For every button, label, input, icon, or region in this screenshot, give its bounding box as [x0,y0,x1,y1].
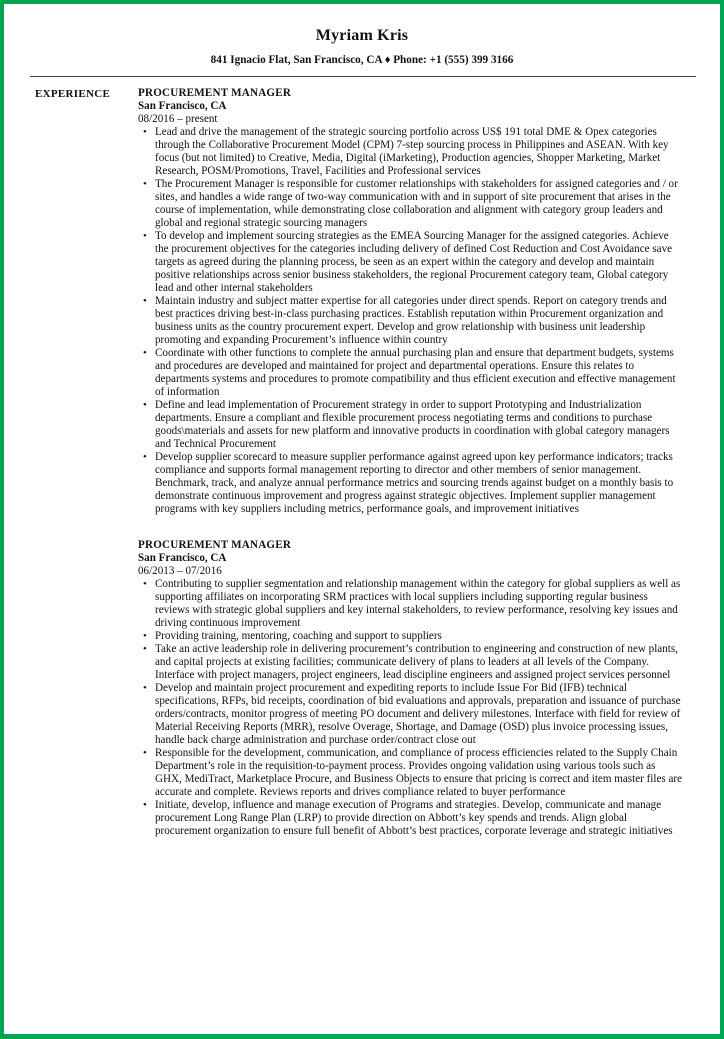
bullet-marker: • [143,295,147,307]
job-title: PROCUREMENT MANAGER [138,539,292,551]
bullet-text: The Procurement Manager is responsible for customer relationships with stakeholders for assigned categories and / or sites, and handles a wide range of two-way communication with and in support of site procurement that arises in the course of implementation, while demonstrating close collaboration and alignment with category group leaders and global and regional strategic sourcing managers [155,178,678,229]
bullet-marker: • [143,643,147,655]
job-location: San Francisco, CA [138,552,227,564]
section-label-experience: EXPERIENCE [35,88,111,100]
bullet-marker: • [143,451,147,463]
job-dates: 06/2013 – 07/2016 [138,565,222,577]
bullet-text: Responsible for the development, communication, and compliance of process efficiencies related to the Supply Chain Department’s role in the requisition-to-payment process. Provides ongoing validation using various tools such as GHX, MediTract, Marketplace Procure, and Business Objects to ensure that pricing is correct and item master files are accurate and complete. Reviews reports and drives compliance related to buyer performance [155,747,683,798]
bullet-text: To develop and implement sourcing strategies as the EMEA Sourcing Manager for the assigned categories. Achieve the procurement objectives for the categories including delivery of defined Cost Reduction and Cost Avoidance save targets as agreed during the planning process, be seen as an expert within the category and develop and maintain positive relationships across senior business stakeholders, the regional Procurement category team, Global category lead and other internal stakeholders [155,230,673,294]
bullet-text: Define and lead implementation of Procurement strategy in order to support Prototyping and Industrialization departments. Ensure a compliant and flexible procurement process negotiating terms and conditions to purchase goods\materials and assets for new platform and innovative products in coordination with global category managers and Technical Procurement [155,399,670,450]
bullet-text: Maintain industry and subject matter expertise for all categories under direct spends. Report on category trends and best practices driving best-in-class purchasing practices. Establish reputation within Procurement organization and business units as the country procurement expert. Develop and grow relationship with business unit leadership promoting and expanding Procurement’s influence within country [155,295,667,346]
bullet-marker: • [143,230,147,242]
bullet-text: Develop supplier scorecard to measure supplier performance against agreed upon key performance indicators; tracks compliance and supports formal management reporting to director and other members of senior management. Benchmark, track, and analyze annual performance metrics and sourcing trends against budget on a monthly basis to demonstrate continuous improvement and progress against strategic objectives. Implement supplier management programs with key suppliers including metrics, performance goals, and improvement initiatives [155,451,674,515]
candidate-name: Myriam Kris [315,27,409,44]
bullet-text: Develop and maintain project procurement and expediting reports to include Issue For Bid (IFB) technical specifications, RFPs, bid receipts, coordination of bid evaluations and approvals, preparation and issuance of purchase orders/contracts, monitor progress of meeting PO document and delivery milestones. Interface with field for review of Material Receiving Reports (MRR), resolve Overage, Shortage, and Damage (OSD) plus invoice processing issues, handle back charge administration and purchase order/contract close out [155,682,681,746]
bullet-text: Providing training, mentoring, coaching and support to suppliers [155,630,442,642]
bullet-marker: • [143,799,147,811]
bullet-text: Coordinate with other functions to complete the annual purchasing plan and ensure that department budgets, systems and procedures are developed and maintained for project and departmental operations. Ensure this relates to departments systems and procedures to promote compatibility and thus efficient execution and effective management of information [155,347,676,398]
bullet-text: Take an active leadership role in delivering procurement’s contribution to engineering and construction of new plants, and capital projects at existing facilities; communicate delivery of plans to leaders at all levels of the Company. Interface with project managers, project engineers, lead discipline engineers and assigned project services personnel [155,643,678,681]
bullet-marker: • [143,630,147,642]
bullet-marker: • [143,347,147,359]
bullet-text: Lead and drive the management of the strategic sourcing portfolio across US$ 191 total DME & Opex categories through the Collaborative Procurement Model (CPM) 7-step sourcing process in Philippines and ASEAN. With key focus (but not limited) to Creative, Media, Digital (iMarketing), Production agencies, Shopper Marketing, Market Research, POSM/Promotions, Travel, Facilities and Professional services [155,126,669,177]
job-dates: 08/2016 – present [138,113,218,125]
bullet-text: Initiate, develop, influence and manage execution of Programs and strategies. Develop, communicate and manage procurement Long Range Plan (LRP) to provide direction on Abbott’s key spends and trends. Align global procurement organization to ensure full benefit of Abbott’s best practices, corporate leverage and strategic initiatives [155,799,673,837]
bullet-text: Contributing to supplier segmentation and relationship management within the category for global suppliers as well as supporting affiliates on incorporating SRM practices with local suppliers including supporting regular business reviews with strategic global suppliers and key internal stakeholders, to review performance, resolving key issues and driving continuous improvement [155,578,681,629]
bullet-marker: • [143,399,147,411]
job-title: PROCUREMENT MANAGER [138,87,292,99]
contact-line: 841 Ignacio Flat, San Francisco, CA ♦ Phone: +1 (555) 399 3166 [210,54,514,66]
bullet-marker: • [143,747,147,759]
bullet-marker: • [143,578,147,590]
bullet-marker: • [143,178,147,190]
bullet-marker: • [143,126,147,138]
bullet-marker: • [143,682,147,694]
job-location: San Francisco, CA [138,100,227,112]
